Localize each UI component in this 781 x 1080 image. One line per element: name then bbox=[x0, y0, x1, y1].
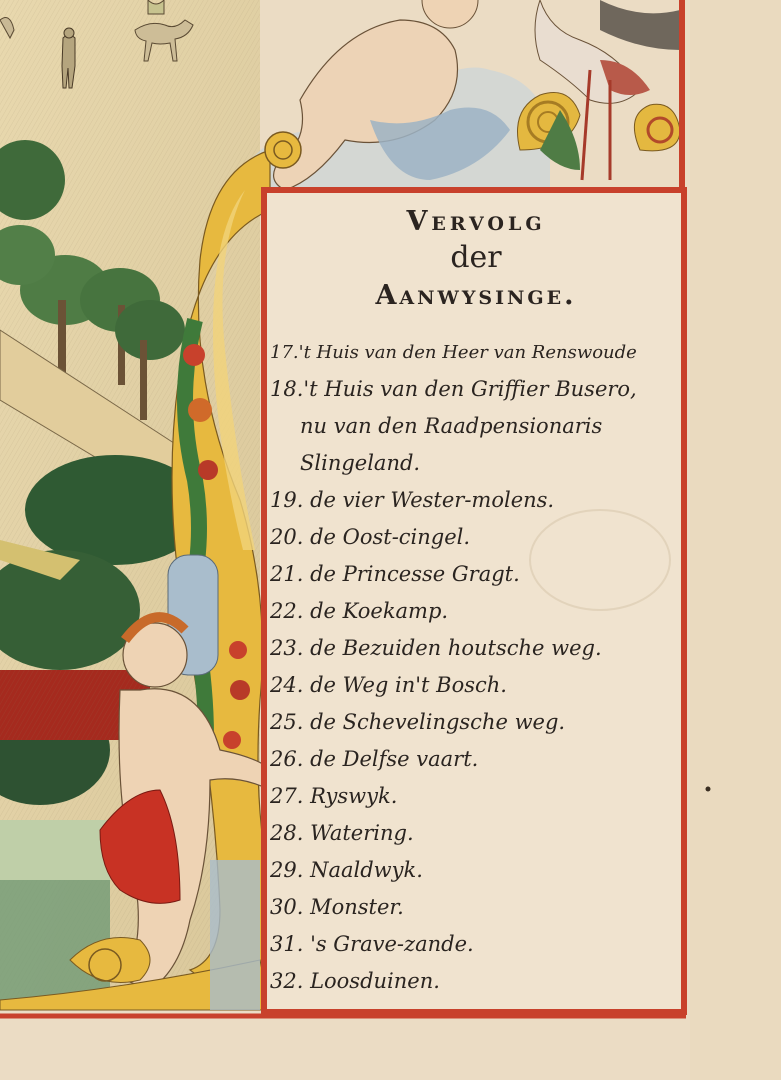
legend-entry: 31. 's Grave-zande. bbox=[270, 932, 474, 956]
legend-entry: nu van den Raadpensionaris bbox=[300, 414, 603, 438]
paper-margin bbox=[690, 0, 781, 1080]
ink-spot bbox=[706, 787, 711, 792]
walking-figure bbox=[62, 35, 75, 88]
legend-entry: 20. de Oost-cingel. bbox=[270, 525, 471, 549]
legend-entry: 25. de Schevelingsche weg. bbox=[270, 710, 566, 734]
legend-entry: Slingeland. bbox=[300, 451, 421, 475]
legend-entry: 22. de Koekamp. bbox=[270, 599, 449, 623]
legend-entry: 19. de vier Wester-molens. bbox=[270, 488, 555, 512]
heading-aanwysinge: Aanwysinge. bbox=[375, 280, 577, 311]
legend-entry: 30. Monster. bbox=[270, 895, 404, 919]
legend-entry: 26. de Delfse vaart. bbox=[270, 747, 479, 771]
heading-vervolg: Vervolg bbox=[406, 206, 546, 237]
legend-entry: 27. Ryswyk. bbox=[270, 784, 398, 808]
legend-entry: 17.'t Huis van den Heer van Renswoude bbox=[270, 342, 637, 363]
legend-entry: 24. de Weg in't Bosch. bbox=[270, 673, 507, 697]
cartouche-text bbox=[270, 200, 682, 1010]
legend-entry: 32. Loosduinen. bbox=[270, 969, 440, 993]
legend-entry: 18.'t Huis van den Griffier Busero, bbox=[270, 377, 637, 401]
heading-der: der bbox=[450, 240, 502, 275]
legend-entry: 28. Watering. bbox=[270, 821, 414, 845]
legend-list bbox=[270, 334, 682, 1000]
legend-entry: 21. de Princesse Gragt. bbox=[270, 562, 520, 586]
legend-entry: 23. de Bezuiden houtsche weg. bbox=[270, 636, 602, 660]
legend-entry: 29. Naaldwyk. bbox=[270, 858, 423, 882]
